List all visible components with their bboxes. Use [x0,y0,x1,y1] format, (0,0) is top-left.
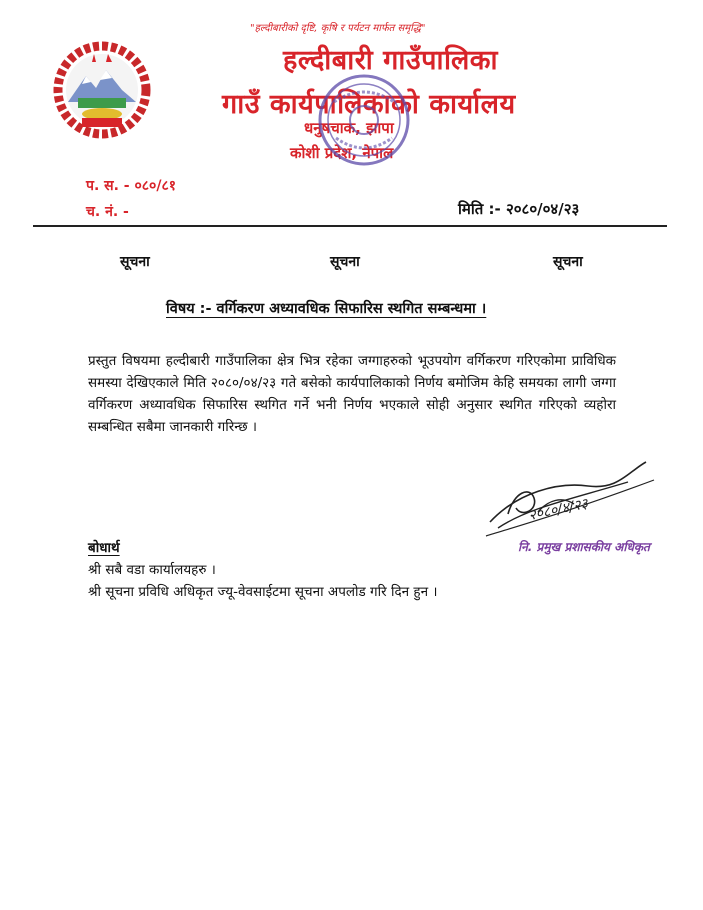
notice-body [88,350,616,438]
address-line-1: धनुषचाक, झापा [304,119,394,137]
cc-recipient-2: श्री सूचना प्रविधि अधिकृत ज्यू-वेवसाईटमा सूचना अपलोड गरि दिन हुन । [88,584,438,600]
header-divider [33,225,667,227]
office-seal-stamp-icon [314,72,414,168]
municipality-name: हल्दीबारी गाउँपालिका [283,45,498,76]
office-name: गाउँ कार्यपालिकाको कार्यालय [222,89,516,120]
motto-text: "हल्दीबारीको दृष्टि, कृषि र पर्यटन मार्फत समृद्धि" [250,23,426,34]
designation-stamp: नि. प्रमुख प्रशासकीय अधिकृत [518,540,650,554]
letter-date: मिति :- २०८०/०४/२३ [458,200,580,218]
notice-body-paragraph: प्रस्तुत विषयमा हल्दीबारी गाउँपालिका क्षेत्र भित्र रहेका जग्गाहरुको भूउपयोग वर्गिकरण गरिएकोमा प्राविधिक समस्या देखिएकाले मिति २०८०/०४/२३ गते बसेको कार्यपालिकाको निर्णय बमोजिम केहि समयका लागी जग्गा वर्गिकरण अध्यावधिक सिफारिस स्थगित गर्ने भनी निर्णय भएकाले सोही अनुसार स्थगित गरिएको व्यहोरा सम्बन्धित सबैमा जानकारी गरिन्छ । [88,353,616,435]
signature-date: २०८०/४/२३ [527,495,590,525]
cc-recipient-1: श्री सबै वडा कार्यालयहरु । [88,562,216,578]
patra-sankhya: प. स. - ०८०/८१ [86,178,176,194]
notice-heading-left: सूचना [120,254,150,270]
nepal-emblem-icon [52,40,152,140]
address-line-2: कोशी प्रदेश, नेपाल [290,144,394,162]
cc-title: बोधार्थ [88,540,120,556]
chalani-number: च. नं. - [86,204,129,220]
subject-line: विषय :- वर्गिकरण अध्यावधिक सिफारिस स्थगित सम्बन्धमा । [166,301,487,317]
notice-heading-center: सूचना [330,254,360,270]
notice-heading-right: सूचना [553,254,583,270]
